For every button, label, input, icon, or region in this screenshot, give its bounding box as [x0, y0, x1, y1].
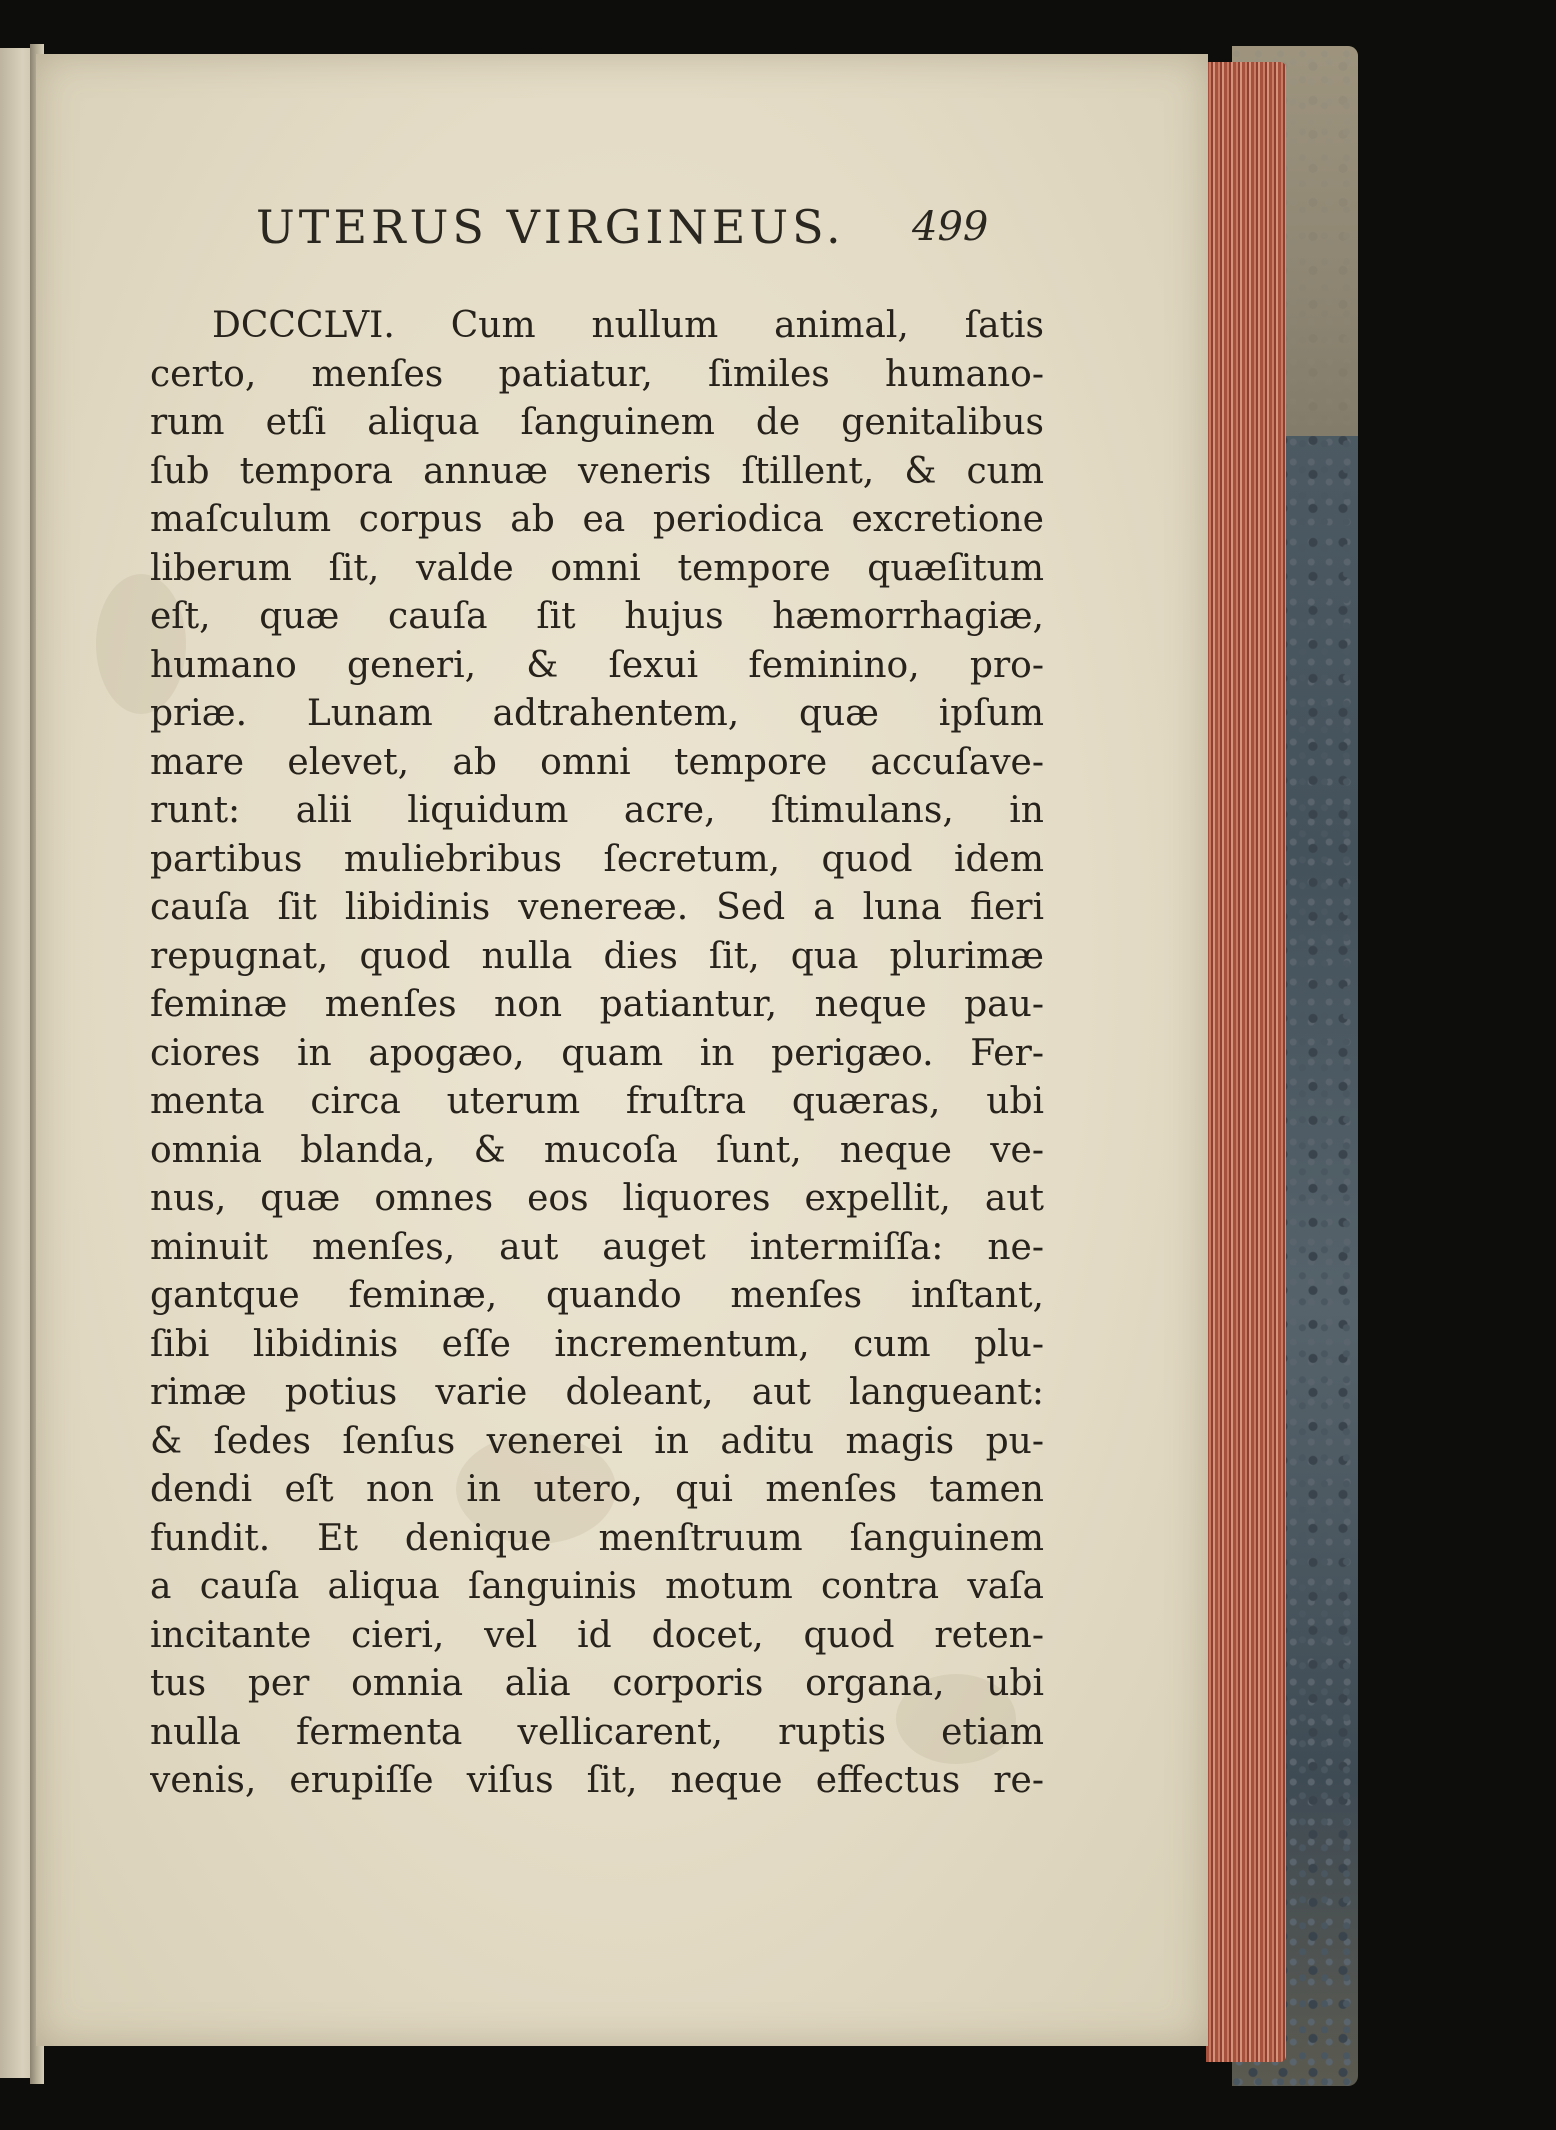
- text-line: liberum ſit, valde omni tempore quæſitum: [150, 547, 1044, 589]
- text-line: venis, erupiſſe viſus ſit, neque effectus re-: [150, 1760, 1044, 1801]
- text-line: eſt, quæ cauſa ſit hujus hæmorrhagiæ,: [150, 596, 1044, 637]
- text-line: nulla fermenta vellicarent, ruptis etiam: [150, 1711, 1044, 1753]
- text-line: runt: alii liquidum acre, ſtimulans, in: [150, 790, 1044, 831]
- text-line: partibus muliebribus ſecretum, quod idem: [150, 838, 1044, 880]
- running-head: [36, 200, 1208, 270]
- text-line: humano generi, & ſexui feminino, pro-: [150, 644, 1044, 686]
- text-line: dendi eſt non in utero, qui menſes tamen: [150, 1469, 1044, 1510]
- text-line: repugnat, quod nulla dies ſit, qua plurimæ: [150, 935, 1044, 977]
- text-line: ſibi libidinis eſſe incrementum, cum plu-: [150, 1323, 1044, 1365]
- text-line: menta circa uterum fruſtra quæras, ubi: [150, 1081, 1044, 1122]
- text-line: tus per omnia alia corporis organa, ubi: [150, 1663, 1044, 1704]
- text-line: rum etſi aliqua ſanguinem de genitalibus: [150, 402, 1044, 443]
- text-line: maſculum corpus ab ea periodica excretione: [150, 499, 1044, 540]
- text-line: ciores in apogæo, quam in perigæo. Fer-: [150, 1032, 1044, 1074]
- text-line: mare elevet, ab omni tempore accuſave-: [150, 741, 1044, 783]
- text-line: & ſedes ſenſus venerei in aditu magis pu-: [150, 1420, 1044, 1462]
- red-page-edges: [1206, 62, 1286, 2062]
- text-line: certo, menſes patiatur, ſimiles humano-: [150, 353, 1044, 395]
- text-line: incitante cieri, vel id docet, quod reten-: [150, 1614, 1044, 1656]
- text-line: a cauſa aliqua ſanguinis motum contra vaſa: [150, 1566, 1044, 1607]
- page-content: [36, 54, 1208, 2046]
- text-line: omnia blanda, & mucoſa ſunt, neque ve-: [150, 1129, 1044, 1171]
- text-line: feminæ menſes non patiantur, neque pau-: [150, 984, 1044, 1025]
- text-line: DCCCLVI. Cum nullum animal, ſatis: [212, 305, 1044, 346]
- text-line: gantque feminæ, quando menſes inſtant,: [150, 1275, 1044, 1316]
- text-line: priæ. Lunam adtrahentem, quæ ipſum: [150, 693, 1044, 734]
- text-line: ſub tempora annuæ veneris ſtillent, & cum: [150, 450, 1044, 492]
- running-head-title: UTERUS VIRGINEUS.: [256, 200, 845, 254]
- text-line: nus, quæ omnes eos liquores expellit, aut: [150, 1178, 1044, 1219]
- text-line: cauſa ſit libidinis venereæ. Sed a luna fieri: [150, 887, 1044, 928]
- body-text: [150, 302, 1044, 1806]
- page-number: 499: [912, 204, 989, 250]
- text-line: fundit. Et denique menſtruum ſanguinem: [150, 1517, 1044, 1559]
- text-line: minuit menſes, aut auget intermiſſa: ne-: [150, 1226, 1044, 1268]
- book-page: [36, 54, 1208, 2046]
- text-line: rimæ potius varie doleant, aut langueant:: [150, 1372, 1044, 1413]
